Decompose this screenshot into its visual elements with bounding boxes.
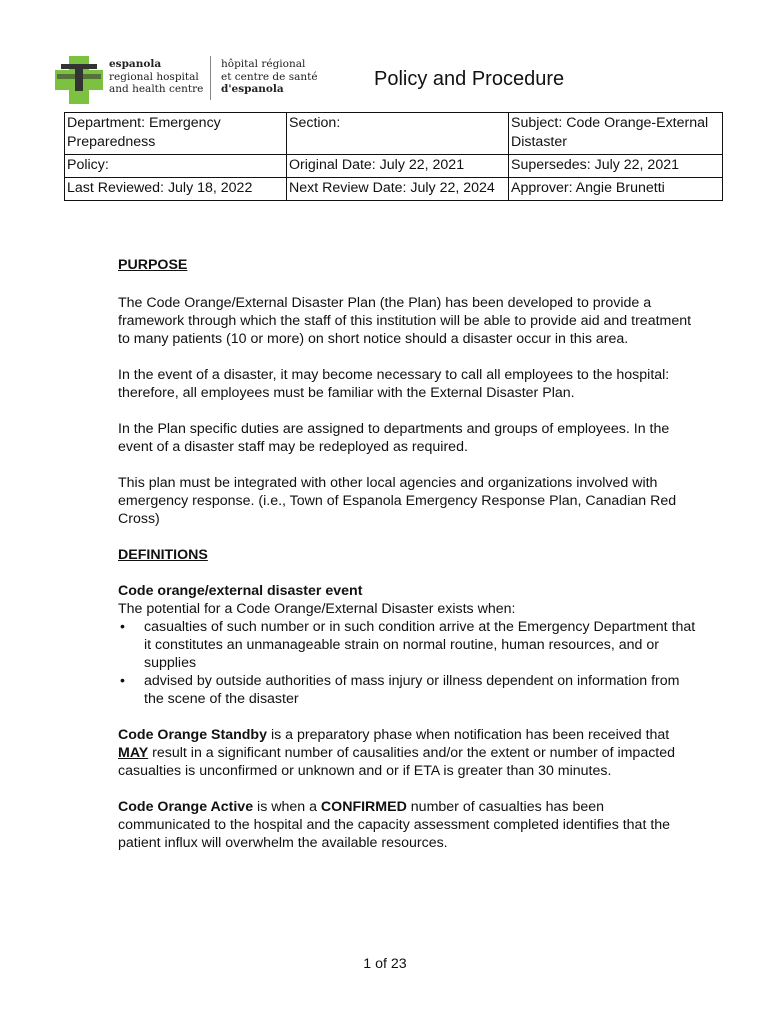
purpose-paragraph-3: In the Plan specific duties are assigned to departments and groups of employees. In the event of a disaster staff may be redeployed as required. [118,421,670,455]
purpose-paragraph-2: In the event of a disaster, it may become necessary to call all employees to the hospital: therefore, all employees must be familiar with the External Disaster Plan. [118,367,670,401]
bullet-icon: • [120,619,125,635]
policy-cell: Policy: [65,155,287,178]
policy-metadata-table [64,112,723,201]
supersedes-cell: Supersedes: July 22, 2021 [509,155,723,178]
purpose-heading: PURPOSE [118,257,188,273]
hospital-cross-icon [55,56,103,104]
definitions-heading: DEFINITIONS [118,547,208,563]
logo-french-text: hôpital régional et centre de santé d'espanola [221,58,318,95]
logo-divider [210,56,211,100]
approver-cell: Approver: Angie Brunetti [509,178,723,201]
event-intro: The potential for a Code Orange/External Disaster exists when: [118,601,516,617]
original-date-cell: Original Date: July 22, 2021 [287,155,509,178]
page-number: 1 of 23 [363,956,407,972]
bullet-icon: • [120,673,125,689]
table-row [65,113,723,155]
logo-english-text: espanola regional hospital and health centre [109,58,204,95]
standby-definition: Code Orange Standby is a preparatory phase when notification has been received that MAY result in a significant number of causalities and/or the extent or number of impacted casualties is unconfirmed or unknown and or if ETA is greater than 30 minutes. [118,727,676,779]
event-conditions-list [118,618,698,708]
department-cell: Department: Emergency Preparedness [65,113,287,155]
document-title: Policy and Procedure [374,68,565,90]
list-item: • advised by outside authorities of mass injury or illness dependent on information from the scene of the disaster [120,673,680,707]
table-row [65,178,723,201]
event-title: Code orange/external disaster event [118,583,363,599]
section-cell: Section: [287,113,509,155]
document-body [118,256,698,852]
last-reviewed-cell: Last Reviewed: July 18, 2022 [65,178,287,201]
hospital-logo [55,54,325,106]
purpose-paragraph-4: This plan must be integrated with other local agencies and organizations involved with emergency response. (i.e., Town of Espanola Emergency Response Plan, Canadian Red Cross) [118,475,677,527]
table-row [65,155,723,178]
next-review-cell: Next Review Date: July 22, 2024 [287,178,509,201]
list-item: • casualties of such number or in such condition arrive at the Emergency Department that it constitutes an unmanageable strain on normal routine, human resources, and or supplies [120,619,696,671]
purpose-paragraph-1: The Code Orange/External Disaster Plan (the Plan) has been developed to provide a framework through which the staff of this institution will be able to provide aid and treatment to many patients (10 or more) on short notice should a disaster occur in this area. [118,295,692,347]
subject-cell: Subject: Code Orange-External Distaster [509,113,723,155]
active-definition: Code Orange Active is when a CONFIRMED number of casualties has been communicated to the hospital and the capacity assessment completed identifies that the patient influx will overwhelm the available resources. [118,799,671,851]
